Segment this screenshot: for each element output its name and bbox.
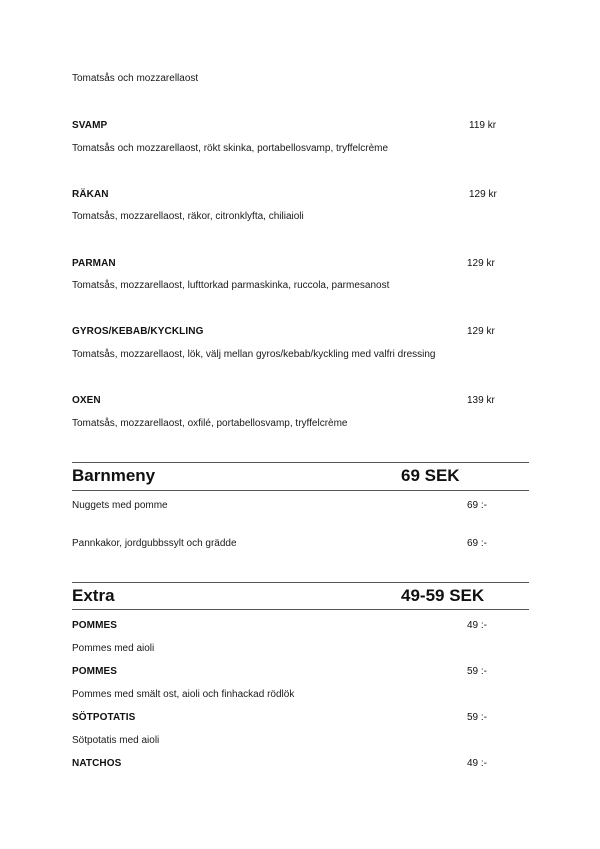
item-name: SVAMP — [72, 120, 108, 131]
item-name: POMMES — [72, 620, 118, 631]
item-name: OXEN — [72, 395, 101, 406]
item-name: NATCHOS — [72, 758, 122, 769]
item-name: RÄKAN — [72, 189, 109, 200]
item-name: Pannkakor, jordgubbssylt och grädde — [72, 538, 237, 549]
barnmeny-title: Barnmeny — [72, 466, 156, 485]
item-price: 59 :- — [467, 712, 488, 723]
item-description: Tomatsås, mozzarellaost, lufttorkad parmaskinka, ruccola, parmesanost — [72, 280, 390, 291]
item-price: 129 kr — [469, 189, 497, 200]
section-divider-bottom — [72, 490, 529, 491]
item-description: Tomatsås, mozzarellaost, räkor, citronklyfta, chiliaioli — [72, 211, 304, 222]
item-name: Nuggets med pomme — [72, 500, 168, 511]
extra-title: Extra — [72, 586, 115, 605]
item-price: 59 :- — [467, 666, 488, 677]
item-description: Tomatsås, mozzarellaost, lök, välj mellan gyros/kebab/kyckling med valfri dressing — [72, 349, 436, 360]
section-divider-top — [72, 462, 529, 463]
item-price: 119 kr — [469, 120, 497, 131]
item-price: 69 :- — [467, 538, 488, 549]
item-description: Tomatsås och mozzarellaost, rökt skinka, portabellosvamp, tryffelcrème — [72, 143, 389, 154]
extra-price: 49-59 SEK — [401, 586, 485, 605]
item-price: 69 :- — [467, 500, 488, 511]
item-name: PARMAN — [72, 258, 116, 269]
barnmeny-price: 69 SEK — [401, 466, 460, 485]
item-price: 129 kr — [467, 326, 495, 337]
item-name: SÖTPOTATIS — [72, 712, 136, 723]
item-price: 129 kr — [467, 258, 495, 269]
item-price: 49 :- — [467, 620, 488, 631]
item-name: POMMES — [72, 666, 118, 677]
item-description: Sötpotatis med aioli — [72, 735, 160, 746]
item-description: Pommes med smält ost, aioli och finhackad rödlök — [72, 689, 295, 700]
item-price: 139 kr — [467, 395, 495, 406]
section-divider-top — [72, 582, 529, 583]
pizza-intro-description: Tomatsås och mozzarellaost — [72, 73, 199, 84]
section-divider-bottom — [72, 609, 529, 610]
item-name: GYROS/KEBAB/KYCKLING — [72, 326, 204, 337]
item-price: 49 :- — [467, 758, 488, 769]
item-description: Tomatsås, mozzarellaost, oxfilé, portabellosvamp, tryffelcrème — [72, 418, 348, 429]
item-description: Pommes med aioli — [72, 643, 155, 654]
